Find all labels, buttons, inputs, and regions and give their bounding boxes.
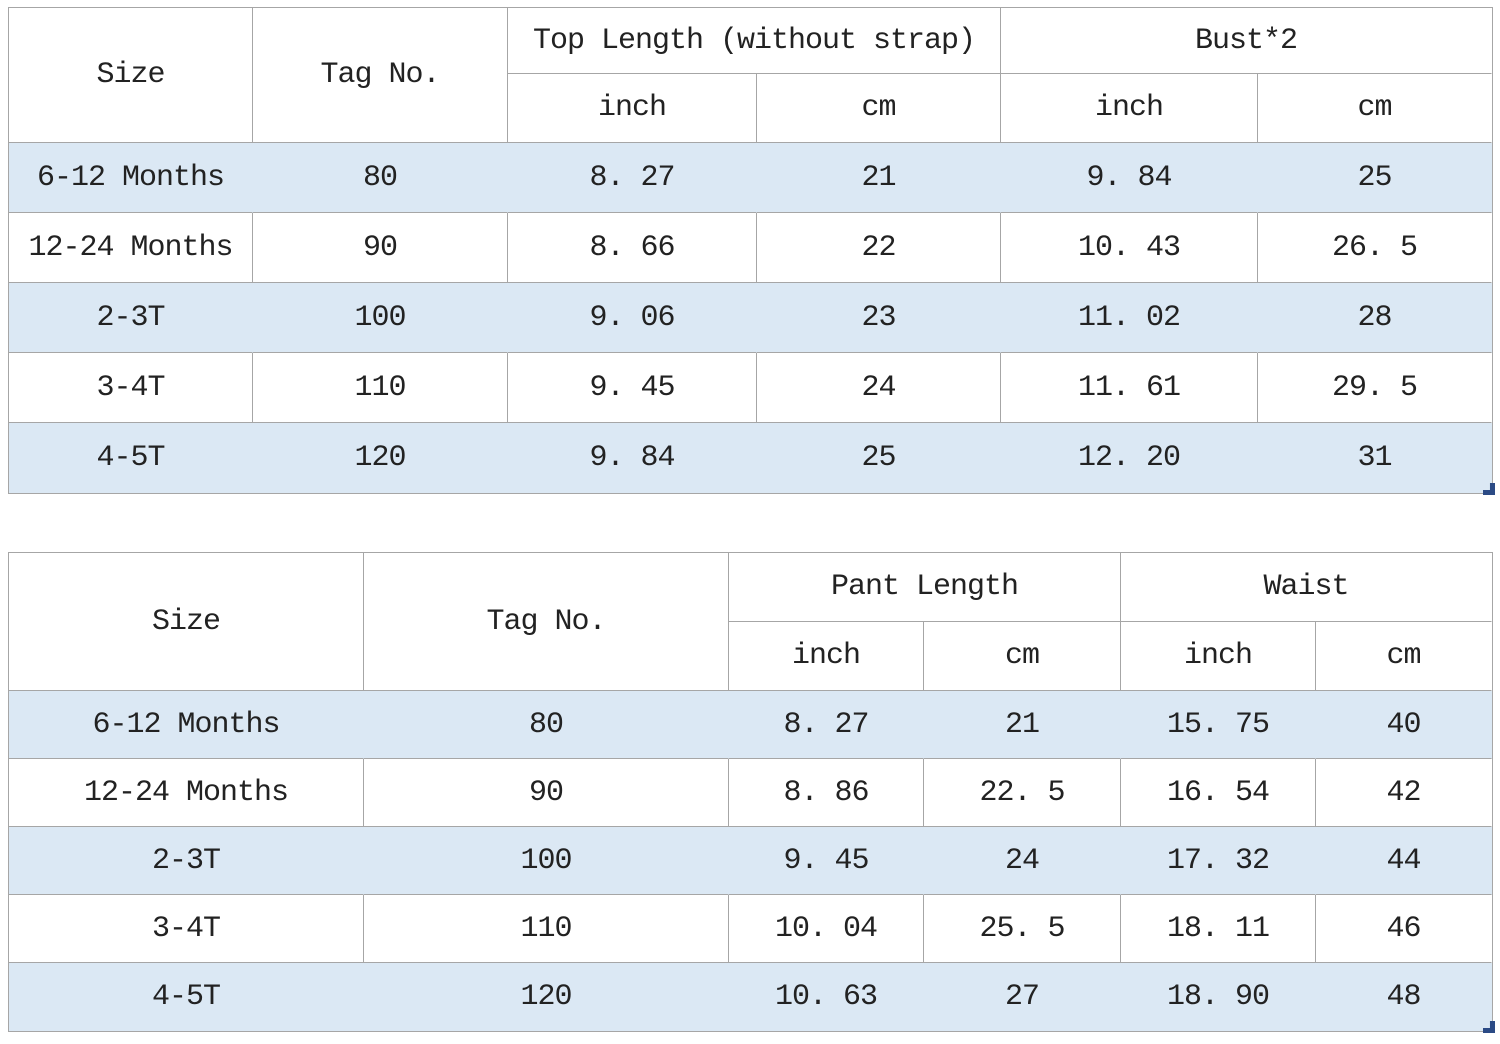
cell: 90 bbox=[364, 759, 729, 827]
cell: 29. 5 bbox=[1258, 353, 1492, 423]
table-row bbox=[9, 423, 1492, 493]
header-waist: Waist bbox=[1121, 553, 1492, 622]
cell: 24 bbox=[924, 827, 1121, 895]
header-size: Size bbox=[9, 553, 364, 691]
cell: 25 bbox=[1258, 143, 1492, 213]
cell: 42 bbox=[1316, 759, 1492, 827]
table-bottom bbox=[9, 553, 1492, 1031]
header-row-groups bbox=[9, 8, 1492, 74]
cell: 6-12 Months bbox=[9, 691, 364, 759]
cell: 17. 32 bbox=[1121, 827, 1316, 895]
cell: 16. 54 bbox=[1121, 759, 1316, 827]
cell: 10. 63 bbox=[729, 963, 924, 1031]
cell: 40 bbox=[1316, 691, 1492, 759]
cell: 31 bbox=[1258, 423, 1492, 493]
header-size: Size bbox=[9, 8, 253, 143]
cell: 9. 45 bbox=[729, 827, 924, 895]
cell: 44 bbox=[1316, 827, 1492, 895]
cell: 9. 84 bbox=[1001, 143, 1258, 213]
cell: 100 bbox=[253, 283, 508, 353]
cell: 4-5T bbox=[9, 963, 364, 1031]
table-row bbox=[9, 353, 1492, 423]
cell: 18. 11 bbox=[1121, 895, 1316, 963]
header-pant-length: Pant Length bbox=[729, 553, 1121, 622]
table-row bbox=[9, 283, 1492, 353]
header-top-length-cm: cm bbox=[757, 74, 1001, 143]
cell: 27 bbox=[924, 963, 1121, 1031]
header-tag-no: Tag No. bbox=[253, 8, 508, 143]
cell: 25. 5 bbox=[924, 895, 1121, 963]
cell: 9. 84 bbox=[508, 423, 757, 493]
cell: 80 bbox=[253, 143, 508, 213]
bottom-size-chart bbox=[8, 552, 1493, 1032]
table-row bbox=[9, 143, 1492, 213]
cell: 26. 5 bbox=[1258, 213, 1492, 283]
header-pant-length-inch: inch bbox=[729, 622, 924, 691]
cell: 9. 45 bbox=[508, 353, 757, 423]
table-row bbox=[9, 963, 1492, 1031]
header-waist-cm: cm bbox=[1316, 622, 1492, 691]
table-top bbox=[9, 8, 1492, 493]
cell: 12-24 Months bbox=[9, 759, 364, 827]
cell: 8. 66 bbox=[508, 213, 757, 283]
cell: 21 bbox=[924, 691, 1121, 759]
cell: 6-12 Months bbox=[9, 143, 253, 213]
header-bust-cm: cm bbox=[1258, 74, 1492, 143]
cell: 3-4T bbox=[9, 895, 364, 963]
cell: 4-5T bbox=[9, 423, 253, 493]
cell: 2-3T bbox=[9, 283, 253, 353]
cell: 21 bbox=[757, 143, 1001, 213]
cell: 23 bbox=[757, 283, 1001, 353]
cell: 120 bbox=[364, 963, 729, 1031]
table-row bbox=[9, 691, 1492, 759]
table-row bbox=[9, 213, 1492, 283]
cell: 80 bbox=[364, 691, 729, 759]
header-bust-inch: inch bbox=[1001, 74, 1258, 143]
cell: 25 bbox=[757, 423, 1001, 493]
cell: 90 bbox=[253, 213, 508, 283]
cell: 15. 75 bbox=[1121, 691, 1316, 759]
cell: 110 bbox=[253, 353, 508, 423]
cell: 18. 90 bbox=[1121, 963, 1316, 1031]
cell: 22 bbox=[757, 213, 1001, 283]
table-row bbox=[9, 827, 1492, 895]
cell: 11. 61 bbox=[1001, 353, 1258, 423]
header-bust: Bust*2 bbox=[1001, 8, 1492, 74]
cell: 110 bbox=[364, 895, 729, 963]
cell: 46 bbox=[1316, 895, 1492, 963]
top-size-chart bbox=[8, 7, 1493, 494]
cell: 11. 02 bbox=[1001, 283, 1258, 353]
cell: 8. 27 bbox=[508, 143, 757, 213]
cell: 10. 04 bbox=[729, 895, 924, 963]
header-pant-length-cm: cm bbox=[924, 622, 1121, 691]
header-waist-inch: inch bbox=[1121, 622, 1316, 691]
cell: 120 bbox=[253, 423, 508, 493]
cell: 48 bbox=[1316, 963, 1492, 1031]
cell: 2-3T bbox=[9, 827, 364, 895]
cell: 9. 06 bbox=[508, 283, 757, 353]
cell: 8. 86 bbox=[729, 759, 924, 827]
cell: 100 bbox=[364, 827, 729, 895]
cell: 24 bbox=[757, 353, 1001, 423]
cell: 22. 5 bbox=[924, 759, 1121, 827]
cell: 12. 20 bbox=[1001, 423, 1258, 493]
cell: 3-4T bbox=[9, 353, 253, 423]
table-row bbox=[9, 895, 1492, 963]
header-tag-no: Tag No. bbox=[364, 553, 729, 691]
cell: 12-24 Months bbox=[9, 213, 253, 283]
cell: 10. 43 bbox=[1001, 213, 1258, 283]
table-row bbox=[9, 759, 1492, 827]
header-top-length-inch: inch bbox=[508, 74, 757, 143]
header-top-length: Top Length (without strap) bbox=[508, 8, 1001, 74]
header-row-groups bbox=[9, 553, 1492, 622]
cell: 28 bbox=[1258, 283, 1492, 353]
cell: 8. 27 bbox=[729, 691, 924, 759]
